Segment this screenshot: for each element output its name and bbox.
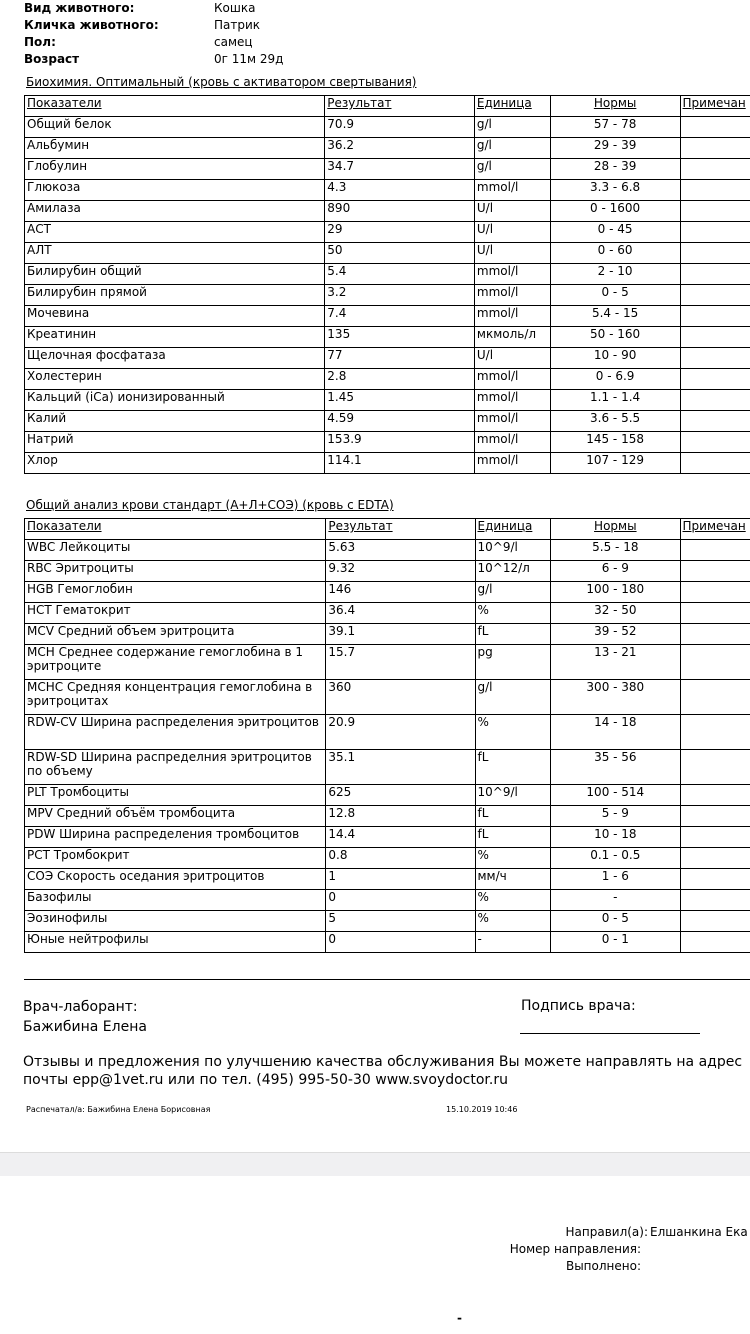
cell-indicator: MCH Среднее содержание гемоглобина в 1 эритроците [25,645,326,680]
cell-indicator: RDW-SD Ширина распределния эритроцитов по объему [25,750,326,785]
table-row [25,715,750,750]
cell-unit: mmol/l [474,432,550,453]
cell-result: 2.8 [325,369,475,390]
table-row [25,264,750,285]
header-unit: Единица [474,96,550,117]
cell-unit: % [475,848,551,869]
cell-note [680,390,750,411]
cell-note [680,327,750,348]
cell-indicator: Эозинофилы [25,911,326,932]
cell-unit: 10^9/l [475,540,551,561]
printed-by: Распечатал/а: Бажибина Елена Борисовная [26,1105,211,1114]
cell-indicator: MPV Средний объём тромбоцита [25,806,326,827]
cell-unit: fL [475,827,551,848]
header-norms: Нормы [550,96,680,117]
cell-note [680,645,750,680]
cell-indicator: Холестерин [25,369,325,390]
age-value: 0г 11м 29д [214,52,284,66]
cell-indicator: MCV Средний объем эритроцита [25,624,326,645]
cell-result: 15.7 [326,645,475,680]
table-row [25,827,750,848]
cell-norm: 5.4 - 15 [550,306,680,327]
cell-result: 35.1 [326,750,475,785]
table-row [25,806,750,827]
cell-unit: % [475,715,551,750]
cell-unit: g/l [474,138,550,159]
table-row [25,582,750,603]
cell-note [680,453,750,474]
cell-result: 7.4 [325,306,475,327]
table-row [25,369,750,390]
cell-unit: fL [475,806,551,827]
patient-info-row [24,0,283,17]
table-row [25,243,750,264]
table-row [25,932,750,953]
table-row [25,603,750,624]
table-row [25,138,750,159]
table-row [25,624,750,645]
sex-label: Пол: [24,35,56,49]
cell-norm: 39 - 52 [551,624,680,645]
cell-norm: 0 - 45 [550,222,680,243]
cell-note [680,603,750,624]
cell-result: 1.45 [325,390,475,411]
table-row [25,306,750,327]
biochem-table [24,95,750,474]
cell-note [680,159,750,180]
patient-info-row [24,17,283,34]
cell-norm: 14 - 18 [551,715,680,750]
cell-indicator: АСТ [25,222,325,243]
cell-norm: 0 - 5 [551,911,680,932]
cell-unit: U/l [474,348,550,369]
cell-result: 5 [326,911,475,932]
cell-unit: g/l [474,159,550,180]
cell-indicator: Креатинин [25,327,325,348]
cell-indicator: Билирубин общий [25,264,325,285]
cell-indicator: Щелочная фосфатаза [25,348,325,369]
cell-norm: 100 - 180 [551,582,680,603]
signature-line [520,1033,700,1034]
patient-info-row [24,34,283,51]
cell-unit: % [475,603,551,624]
cell-norm: 3.6 - 5.5 [550,411,680,432]
cell-note [680,869,750,890]
cell-result: 146 [326,582,475,603]
table-row [25,411,750,432]
cell-indicator: PLT Тромбоциты [25,785,326,806]
cell-norm: 1.1 - 1.4 [550,390,680,411]
cell-unit: mmol/l [474,369,550,390]
cell-result: 29 [325,222,475,243]
cell-unit: U/l [474,243,550,264]
cell-result: 153.9 [325,432,475,453]
species-label: Вид животного: [24,1,135,15]
cell-unit: % [475,911,551,932]
cell-unit: mmol/l [474,285,550,306]
cell-unit: mmol/l [474,264,550,285]
cbc-section-title: Общий анализ крови стандарт (А+Л+СОЭ) (кровь с EDTA) [26,498,394,512]
cell-result: 360 [326,680,475,715]
cell-indicator: Мочевина [25,306,325,327]
cell-result: 34.7 [325,159,475,180]
cell-norm: 107 - 129 [550,453,680,474]
patient-info-row [24,51,283,68]
cell-norm: 28 - 39 [550,159,680,180]
cell-indicator: Базофилы [25,890,326,911]
cell-result: 0.8 [326,848,475,869]
table-row [25,848,750,869]
cell-unit: U/l [474,222,550,243]
cell-unit: mmol/l [474,453,550,474]
cell-result: 4.59 [325,411,475,432]
cell-unit: mmol/l [474,411,550,432]
header-indicator: Показатели [25,519,326,540]
cell-indicator: АЛТ [25,243,325,264]
cell-indicator: Общий белок [25,117,325,138]
referral-number-label: Номер направления: [509,1242,641,1256]
cell-indicator: Калий [25,411,325,432]
table-row [25,680,750,715]
printed-at: 15.10.2019 10:46 [446,1105,518,1114]
cell-indicator: MCHC Средняя концентрация гемоглобина в эритроцитах [25,680,326,715]
cell-result: 135 [325,327,475,348]
cell-note [680,715,750,750]
table-row [25,201,750,222]
cell-result: 77 [325,348,475,369]
cell-result: 890 [325,201,475,222]
header-unit: Единица [475,519,551,540]
table-row [25,561,750,582]
report-page-2 [0,1176,750,1334]
cell-norm: 145 - 158 [550,432,680,453]
table-row [25,159,750,180]
page-number-dash: - [457,1311,462,1325]
cell-note [680,848,750,869]
cell-unit: мм/ч [475,869,551,890]
cell-norm: 5 - 9 [551,806,680,827]
cell-note [680,264,750,285]
cell-norm: 5.5 - 18 [551,540,680,561]
table-row [25,750,750,785]
cell-norm: 0.1 - 0.5 [551,848,680,869]
table-row [25,890,750,911]
header-result: Результат [326,519,475,540]
cell-note [680,348,750,369]
cbc-table-body [25,519,750,953]
cell-result: 5.63 [326,540,475,561]
table-row [25,540,750,561]
cell-norm: 2 - 10 [550,264,680,285]
table-row [25,432,750,453]
cell-result: 1 [326,869,475,890]
header-note: Примечан [680,519,750,540]
cell-indicator: WBC Лейкоциты [25,540,326,561]
cell-unit: мкмоль/л [474,327,550,348]
table-row [25,785,750,806]
cell-unit: pg [475,645,551,680]
cell-note [680,890,750,911]
cell-indicator: Глюкоза [25,180,325,201]
cell-unit: fL [475,624,551,645]
cell-unit: - [475,932,551,953]
cell-norm: 0 - 60 [550,243,680,264]
sex-value: самец [214,35,253,49]
cell-note [680,243,750,264]
cell-indicator: PCT Тромбокрит [25,848,326,869]
cell-norm: - [551,890,680,911]
cell-note [680,806,750,827]
table-row [25,285,750,306]
cell-result: 39.1 [326,624,475,645]
cell-note [680,911,750,932]
cell-note [680,750,750,785]
referred-by-label: Направил(а): [565,1225,648,1239]
cell-indicator: Билирубин прямой [25,285,325,306]
cell-indicator: RBC Эритроциты [25,561,326,582]
cell-norm: 50 - 160 [550,327,680,348]
cell-result: 0 [326,890,475,911]
cell-note [680,201,750,222]
referred-by-value: Елшанкина Ека [650,1225,748,1239]
cell-unit: % [475,890,551,911]
cell-note [680,222,750,243]
cell-norm: 0 - 5 [550,285,680,306]
cell-result: 0 [326,932,475,953]
cell-norm: 10 - 18 [551,827,680,848]
cell-norm: 6 - 9 [551,561,680,582]
cell-result: 70.9 [325,117,475,138]
cell-note [680,138,750,159]
cell-note [680,117,750,138]
cell-unit: fL [475,750,551,785]
cbc-table [24,518,750,953]
table-header-row [25,519,750,540]
cell-norm: 3.3 - 6.8 [550,180,680,201]
feedback-line-1: Отзывы и предложения по улучшению качества обслуживания Вы можете направлять на адрес [23,1054,743,1070]
cell-unit: 10^12/л [475,561,551,582]
cell-note [680,369,750,390]
biochem-table-body [25,96,750,474]
table-row [25,348,750,369]
cell-note [680,785,750,806]
cell-indicator: PDW Ширина распределения тромбоцитов [25,827,326,848]
table-row [25,911,750,932]
cell-indicator: Амилаза [25,201,325,222]
cell-norm: 57 - 78 [550,117,680,138]
cell-unit: mmol/l [474,306,550,327]
cell-indicator: Кальций (iCa) ионизированный [25,390,325,411]
cell-indicator: RDW-CV Ширина распределения эритроцитов [25,715,326,750]
cell-result: 36.2 [325,138,475,159]
cell-unit: 10^9/l [475,785,551,806]
header-note: Примечан [680,96,750,117]
cell-note [680,306,750,327]
species-value: Кошка [214,1,256,15]
table-row [25,180,750,201]
header-result: Результат [325,96,475,117]
cell-norm: 0 - 1 [551,932,680,953]
cell-note [680,680,750,715]
done-label: Выполнено: [565,1259,641,1273]
table-row [25,869,750,890]
cell-indicator: Юные нейтрофилы [25,932,326,953]
cell-indicator: HCT Гематокрит [25,603,326,624]
cell-result: 20.9 [326,715,475,750]
table-row [25,645,750,680]
cell-result: 3.2 [325,285,475,306]
cell-result: 4.3 [325,180,475,201]
cell-indicator: Альбумин [25,138,325,159]
cell-norm: 0 - 6.9 [550,369,680,390]
header-indicator: Показатели [25,96,325,117]
cell-norm: 13 - 21 [551,645,680,680]
cell-note [680,561,750,582]
header-norms: Нормы [551,519,680,540]
lab-doctor-name: Бажибина Елена [23,1019,147,1035]
cell-note [680,432,750,453]
cell-note [680,540,750,561]
patient-info [24,0,283,68]
cell-norm: 10 - 90 [550,348,680,369]
table-row [25,222,750,243]
cell-result: 625 [326,785,475,806]
cell-indicator: Хлор [25,453,325,474]
cell-indicator: Натрий [25,432,325,453]
cell-result: 12.8 [326,806,475,827]
cell-note [680,582,750,603]
cell-norm: 32 - 50 [551,603,680,624]
table-row [25,117,750,138]
age-label: Возраст [24,52,80,66]
table-row [25,453,750,474]
cell-unit: g/l [474,117,550,138]
cell-note [680,180,750,201]
cell-norm: 300 - 380 [551,680,680,715]
cell-note [680,827,750,848]
cell-unit: U/l [474,201,550,222]
pet-name-label: Кличка животного: [24,18,159,32]
cell-norm: 1 - 6 [551,869,680,890]
cell-norm: 100 - 514 [551,785,680,806]
cell-note [680,624,750,645]
biochem-section-title: Биохимия. Оптимальный (кровь с активатором свертывания) [26,75,417,89]
cell-unit: mmol/l [474,180,550,201]
lab-doctor-title: Врач-лаборант: [23,999,138,1015]
cell-result: 9.32 [326,561,475,582]
cell-result: 114.1 [325,453,475,474]
table-row [25,327,750,348]
cell-result: 5.4 [325,264,475,285]
page-gap [0,1152,750,1178]
cell-norm: 35 - 56 [551,750,680,785]
table-row [25,390,750,411]
cell-unit: mmol/l [474,390,550,411]
cell-norm: 29 - 39 [550,138,680,159]
cell-result: 50 [325,243,475,264]
cell-note [680,932,750,953]
cell-result: 14.4 [326,827,475,848]
cell-norm: 0 - 1600 [550,201,680,222]
footer-separator [24,979,750,980]
cell-note [680,411,750,432]
cell-indicator: СОЭ Скорость оседания эритроцитов [25,869,326,890]
pet-name-value: Патрик [214,18,261,32]
cell-result: 36.4 [326,603,475,624]
cell-note [680,285,750,306]
cell-unit: g/l [475,680,551,715]
table-header-row [25,96,750,117]
cell-unit: g/l [475,582,551,603]
feedback-line-2: почты epp@1vet.ru или по тел. (495) 995-50-30 www.svoydoctor.ru [23,1072,508,1088]
doctor-signature-label: Подпись врача: [521,998,636,1014]
cell-indicator: Глобулин [25,159,325,180]
cell-indicator: HGB Гемоглобин [25,582,326,603]
